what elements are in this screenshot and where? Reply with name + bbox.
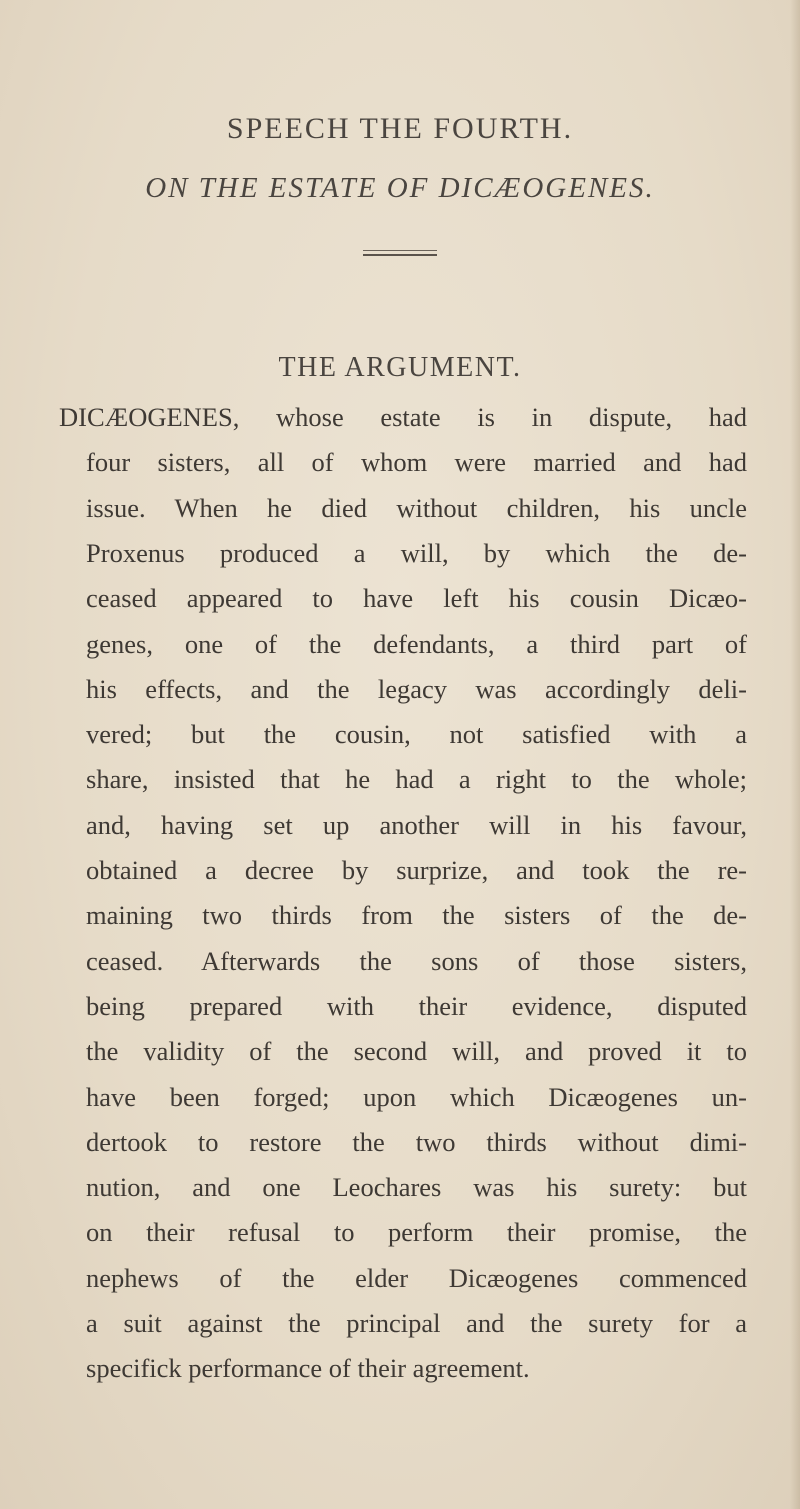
- text-line: specifick performance of their agreement.: [86, 1353, 530, 1384]
- text-line: the validity of the second will, and proved it to: [86, 1036, 747, 1067]
- text-line: nution, and one Leochares was his surety: but: [86, 1172, 747, 1203]
- page-edge: [790, 0, 800, 1509]
- text-line: issue. When he died without children, his uncle: [86, 492, 747, 523]
- text-line: have been forged; upon which Dicæogenes un-: [86, 1081, 747, 1112]
- text-line: his effects, and the legacy was accordingly deli-: [86, 673, 747, 704]
- text-line: Proxenus produced a will, by which the de-: [86, 537, 747, 568]
- text-line: obtained a decree by surprize, and took the re-: [86, 855, 747, 885]
- text-line: a suit against the principal and the surety for a: [86, 1308, 747, 1338]
- argument-heading: THE ARGUMENT.: [278, 352, 522, 383]
- text-line: and, having set up another will in his favour,: [86, 809, 747, 840]
- speech-title: SPEECH THE FOURTH.: [226, 112, 574, 145]
- speech-subtitle: ON THE ESTATE OF DICÆOGENES.: [145, 172, 655, 204]
- text-line: maining two thirds from the sisters of the de-: [86, 900, 747, 931]
- text-line: share, insisted that he had a right to the whole;: [86, 764, 747, 795]
- section-divider: [363, 250, 437, 256]
- text-line: on their refusal to perform their promise, the: [86, 1217, 747, 1248]
- text-line: four sisters, all of whom were married and had: [86, 447, 747, 478]
- text-line: ceased. Afterwards the sons of those sisters,: [86, 945, 747, 976]
- text-line: nephews of the elder Dicæogenes commenced: [86, 1262, 747, 1293]
- text-line: vered; but the cousin, not satisfied with a: [86, 719, 747, 750]
- text-line: ceased appeared to have left his cousin Dicæo-: [86, 583, 747, 614]
- text-line: being prepared with their evidence, disputed: [86, 990, 747, 1021]
- text-line: dertook to restore the two thirds without dimi-: [86, 1126, 747, 1157]
- text-line: DICÆOGENES, whose estate is in dispute, had: [59, 402, 747, 432]
- text-line: genes, one of the defendants, a third part of: [86, 628, 747, 659]
